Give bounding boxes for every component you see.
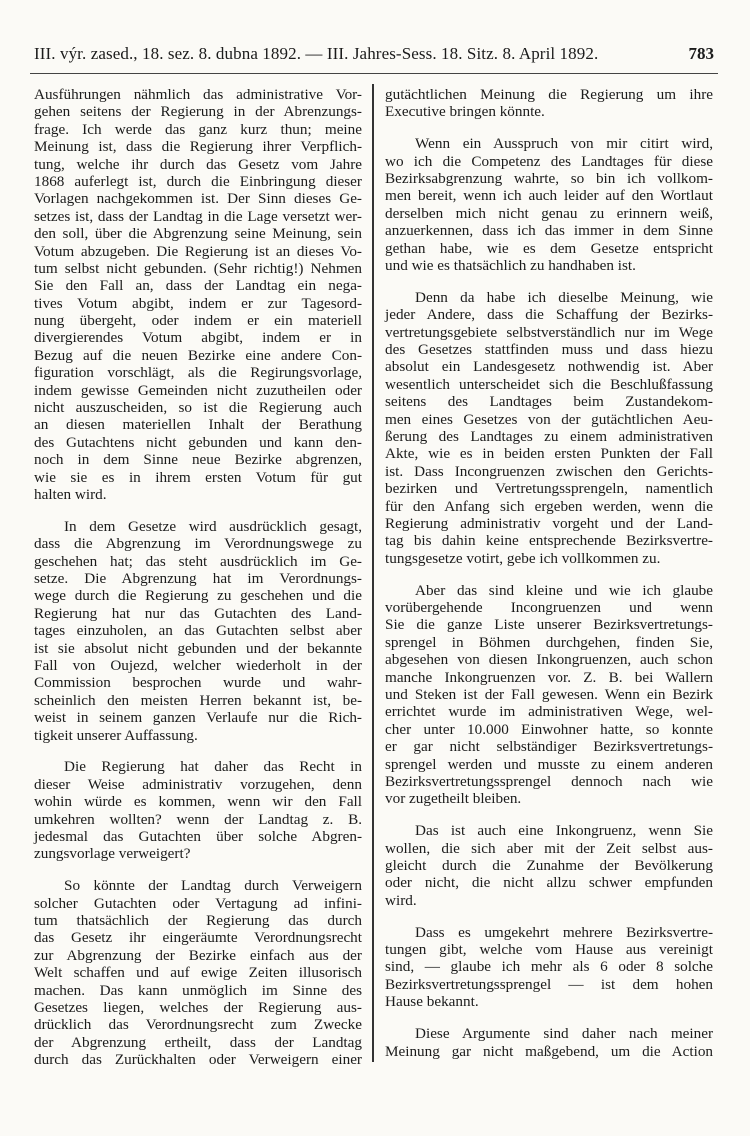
text-line: vertretungsgebiete selbstverständlich nur im Wege [385,323,713,341]
text-line: cher unter 10.000 Einwohner hatte, so konnte [385,720,713,738]
text-line: Dass es umgekehrt mehrere Bezirksvertre- [415,923,713,941]
text-line: vorübergehende Incongruenzen und wenn [385,599,713,617]
text-line: Hause bekannt. [385,993,479,1011]
text-line: Die Regierung hat daher das Recht in [64,758,362,776]
text-line: Commission besprochen wurde und wahr- [34,674,362,692]
text-line: machen. Das kann unmöglich im Sinne des [34,981,362,999]
header-session-info: III. výr. zased., 18. sez. 8. dubna 1892. — III. Jahres-Sess. 18. Sitz. 8. April 1892. [34,44,599,63]
text-line: und Steken ist der Fall gewesen. Wenn ein Bezirk [385,686,713,703]
text-line: Diese Argumente sind daher nach meiner [415,1025,713,1043]
text-line: ßerung des Landtages zu einem administrativen [385,428,713,446]
text-line: Das ist auch eine Inkongruenz, wenn Sie [415,822,713,840]
text-line: oder nicht, die nicht allzu schwer empfunden [385,874,713,892]
paragraph [34,86,362,503]
paragraph [34,877,362,1068]
text-line: wie sie es in ihrem ersten Votum für gut [34,468,362,486]
text-line: wesentlich unterscheidet sich die Beschlußfassung [385,375,713,393]
text-line: umkehren wollten? wenn der Landtag z. B. [34,810,362,828]
column-divider [372,84,374,1062]
text-line: tum selbst nicht gebunden. (Sehr richtig!) Nehmen [34,259,362,277]
text-line: tum thatsächlich der Regierung das durch [34,912,362,930]
text-line: Sie die ganze Liste unserer Bezirksvertretungs- [385,616,713,634]
text-line: So könnte der Landtag durch Verweigern [64,877,362,895]
text-line: nung übergeht, oder indem er ein materiell [34,312,362,330]
text-line: drücklich das Verordnungsrecht zum Zwecke [34,1016,362,1034]
text-line: sprengel werden und musste zu einem anderen [385,755,713,773]
text-line: nicht auszuscheiden, so ist die Regierung auch [34,399,362,417]
text-line: jedesmal das Gutachten über solche Abgren- [34,828,362,846]
text-line: gutächtlichen Meinung die Regierung um ihre [385,86,713,103]
text-line: wird. [385,891,417,909]
text-line: Regierung administrativ vorgeht und der Land- [385,514,713,532]
running-header [34,44,714,70]
text-line: tungsgesetze votirt, gebe ich vollkommen zu. [385,549,661,567]
text-line: tigkeit unserer Auffassung. [34,726,198,744]
text-line: Vorlagen nachgekommen ist. Der Sinn dieses Ge- [34,190,362,208]
text-line: des Gutachtens nicht gebunden und kann den- [34,433,362,451]
text-line: anzuerkennen, dass ich das immer in dem Sinne [385,222,713,240]
text-line: jeder Andere, dass die Schaffung der Bezirks- [385,306,713,324]
text-line: durch das Zurückhalten oder Verweigern einer [34,1051,362,1069]
text-line: er gar nicht selbständiger Bezirksvertretungs- [385,738,713,756]
text-line: der Abgrenzung ertheilt, dass der Landtag [34,1033,362,1051]
text-line: Sie den Fall an, dass der Landtag ein nega- [34,277,362,295]
text-line: für den Anfang sich ergeben werden, wenn die [385,497,713,515]
text-line: sprengel in Böhmen durchgehen, finden Sie, [385,633,713,651]
text-line: zur Abgrenzung der Bezirke einfach aus der [34,946,362,964]
text-line: derselben mich nicht genau zu erinnern weiß, [385,204,713,222]
text-line: wohin würde es kommen, wenn wir den Fall [34,793,362,811]
text-line: tungen gibt, welche vom Hause aus vereinigt [385,941,713,959]
text-line: Meinung gar nicht maßgebend, um die Action [385,1042,713,1060]
text-line: und wie es thatsächlich zu handhaben ist. [385,257,636,275]
paragraph [34,518,362,744]
text-line: gehen seitens der Regierung in der Abrenzungs- [34,103,362,121]
text-line: des Gesetzes stattfinden muss und dass hiezu [385,341,713,359]
paragraph [385,582,713,808]
text-line: In dem Gesetze wird ausdrücklich gesagt, [64,517,362,535]
text-line: gleicht durch die Zunahme der Bevölkerung [385,857,713,875]
text-line: solcher Gutachten oder Vertagung ad infini- [34,894,362,912]
text-line: Welt schaffen und auf ewige Zeiten illusorisch [34,964,362,982]
text-line: wo ich die Competenz des Landtages für diese [385,152,713,170]
text-line: sind, — glaube ich mehr als 6 oder 8 solche [385,958,713,976]
text-line: figuration vorschlägt, als die Regirungsvorlage, [34,364,362,382]
text-line: bezirken und Vertretungssprengeln, namentlich [385,480,713,498]
text-line: scheinlich den meisten Herren bekannt ist, be- [34,691,362,709]
text-line: tung, welche ihr durch das Gesetz vom Jahre [34,155,362,173]
text-line: Bezirksvertretungssprengel dennoch nach wie [385,772,713,790]
text-line: seitens des Landtages beim Zustandekom- [385,393,713,411]
text-line: gethan habe, wie es dem Gesetze entspricht [385,239,713,257]
text-line: men bereit, wenn ich auch leider auf den Wortlaut [385,187,713,205]
text-line: Aber das sind kleine und wie ich glaube [415,581,713,599]
text-line: divergierendes Votum abgibt, indem er in [34,329,362,347]
text-line: Bezirksvertretungssprengel — ist dem hohen [385,975,713,993]
text-line: Akte, wie es in beiden ersten Punkten der Fall [385,445,713,463]
paragraph [385,289,713,567]
text-line: weist in seinem ganzen Verlaufe nur die Rich- [34,709,362,727]
paragraph [385,822,713,909]
text-line: abgesehen von diesen Inkongruenzen, auch schon [385,651,713,669]
text-line: Bezirksabgrenzung wahrte, so bin ich vollkom- [385,170,713,188]
text-line: Meinung ist, dass die Regierung ihrer Verpflich- [34,138,362,156]
text-line: das Gesetz ihr eingeräumte Verordnungsrecht [34,929,362,947]
text-line: manche Inkongruenzen vor. Z. B. bei Wallern [385,668,713,686]
text-line: Denn da habe ich dieselbe Meinung, wie [415,288,713,306]
text-line: dass die Abgrenzung im Verordnungswege zu [34,535,362,553]
text-line: dieser Weise administrativ vorzugehen, denn [34,775,362,793]
paragraph [385,86,713,121]
text-line: errichtet wurde im administrativen Wege, wel- [385,703,713,721]
text-line: Regierung hat nur das Gutachten des Land- [34,604,362,622]
text-line: men eines Gesetzes von der gutächtlichen Aeu- [385,410,713,428]
header-rule [30,73,718,74]
text-line: wege durch die Regierung zu geschehen und die [34,587,362,605]
text-line: an diesen materiellen Inhalt der Berathung [34,416,362,434]
text-line: Votum abzugeben. Die Regierung ist an dieses Vo- [34,242,362,260]
text-line: Gesetzes liegen, welches der Regierung aus- [34,999,362,1017]
text-line: Fall von Oujezd, welcher wiederholt in der [34,657,362,674]
text-line: absolut ein Landesgesetz nothwendig ist. Aber [385,358,713,376]
text-line: halten wird. [34,485,107,503]
text-line: setzes ist, dass der Landtag in die Lage versetzt wer- [34,207,362,225]
page-number: 783 [688,44,714,63]
text-line: Bezug auf die neuen Bezirke eine andere Con- [34,346,362,364]
text-line: frage. Ich werde das ganz kurz thun; meine [34,120,362,138]
text-line: Executive bringen könnte. [385,103,545,121]
text-line: den soll, über die Abgrenzung seine Meinung, sein [34,225,362,243]
text-line: tives Votum abgibt, indem er zur Tagesord- [34,294,362,312]
text-line: 1868 auferlegt ist, durch die Einbringung dieser [34,172,362,190]
text-line: ist sie absolut nicht gebunden und der bekannte [34,639,362,657]
paragraph [385,924,713,1011]
paragraph [385,135,713,274]
text-line: tag bis dahin keine entsprechende Bezirksvertre- [385,532,713,550]
text-line: geschehen hat; das steht ausdrücklich im Ge- [34,552,362,570]
text-line: Ausführungen nähmlich das administrative Vor- [34,86,362,103]
text-line: ist. Dass Incongruenzen zwischen den Gerichts- [385,462,713,480]
left-column [34,86,362,1083]
text-line: tages einzuholen, an das Gutachten selbst aber [34,622,362,640]
paragraph [34,758,362,862]
text-line: Wenn ein Ausspruch von mir citirt wird, [415,135,713,153]
text-line: vor zugetheilt bleiben. [385,790,522,808]
paragraph [385,1025,713,1060]
text-line: wollen, die sich aber mit der Zeit selbst aus- [385,839,713,857]
text-line: indem gewisse Gemeinden nicht zuzutheilen oder [34,381,362,399]
text-line: noch in dem Sinne neue Bezirke abgrenzen, [34,451,362,469]
text-line: zungsvorlage verweigert? [34,845,191,863]
text-line: setze. Die Abgrenzung hat im Verordnungs- [34,570,362,588]
right-column [385,86,713,1074]
